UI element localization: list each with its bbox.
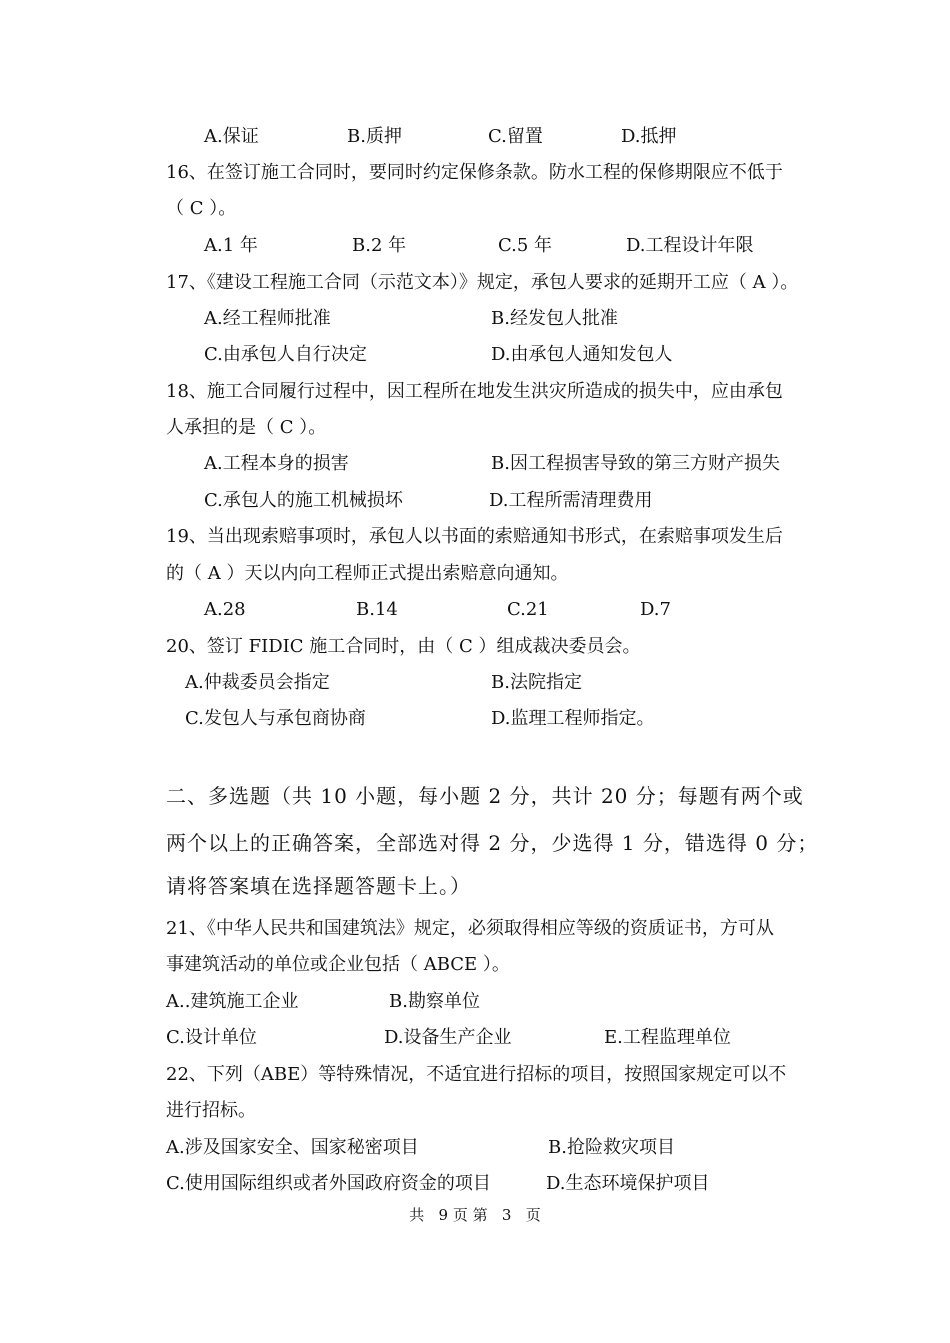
q18-option-d: D.工程所需清理费用	[489, 490, 653, 511]
q20-option-a: A.仲裁委员会指定	[185, 672, 330, 693]
q15-option-b: B.质押	[347, 126, 402, 147]
q21-option-c: C.设计单位	[166, 1027, 257, 1048]
q21-option-b: B.勘察单位	[389, 991, 480, 1012]
q22-option-d: D.生态环境保护项目	[546, 1173, 710, 1194]
q19-stem-line1: 19、当出现索赔事项时，承包人以书面的索赔通知书形式，在索赔事项发生后	[166, 526, 783, 547]
q17-option-a: A.经工程师批准	[204, 308, 331, 329]
q19-stem-line2: 的（ A ）天以内向工程师正式提出索赔意向通知。	[166, 563, 569, 584]
q17-option-d: D.由承包人通知发包人	[491, 344, 673, 365]
q16-option-c: C.5 年	[498, 235, 553, 256]
q20-stem-line1: 20、签订 FIDIC 施工合同时，由（ C ）组成裁决委员会。	[166, 636, 641, 657]
q21-stem-line2: 事建筑活动的单位或企业包括（ ABCE ）。	[166, 954, 510, 975]
q15-option-c: C.留置	[488, 126, 543, 147]
section2-heading-line2: 两个以上的正确答案，全部选对得 2 分，少选得 1 分，错选得 0 分；	[166, 831, 819, 855]
q18-option-a: A.工程本身的损害	[204, 453, 349, 474]
q22-stem-line2: 进行招标。	[166, 1100, 256, 1121]
q19-option-c: C.21	[507, 599, 549, 620]
q18-stem-line2: 人承担的是（ C ）。	[166, 417, 327, 438]
q20-option-c: C.发包人与承包商协商	[185, 708, 366, 729]
q22-option-b: B.抢险救灾项目	[548, 1137, 675, 1158]
q20-option-b: B.法院指定	[491, 672, 582, 693]
q21-option-d: D.设备生产企业	[384, 1027, 512, 1048]
q16-option-a: A.1 年	[204, 235, 258, 256]
q16-option-b: B.2 年	[352, 235, 407, 256]
q17-stem-line1: 17、《建设工程施工合同（示范文本）》规定，承包人要求的延期开工应（ A ）。	[166, 272, 799, 293]
q17-option-b: B.经发包人批准	[491, 308, 618, 329]
q15-option-d: D.抵押	[621, 126, 677, 147]
q18-stem-line1: 18、施工合同履行过程中，因工程所在地发生洪灾所造成的损失中，应由承包	[166, 381, 783, 402]
q18-option-c: C.承包人的施工机械损坏	[204, 490, 403, 511]
q19-option-a: A.28	[204, 599, 246, 620]
q22-option-c: C.使用国际组织或者外国政府资金的项目	[166, 1173, 491, 1194]
section2-heading-line1: 二、多选题（共 10 小题，每小题 2 分，共计 20 分；每题有两个或	[166, 784, 804, 808]
q20-option-d: D.监理工程师指定。	[491, 708, 655, 729]
q19-option-d: D.7	[640, 599, 671, 620]
q16-option-d: D.工程设计年限	[626, 235, 754, 256]
q15-option-a: A.保证	[204, 126, 259, 147]
q21-option-a: A..建筑施工企业	[166, 991, 299, 1012]
q18-option-b: B.因工程损害导致的第三方财产损失	[491, 453, 780, 474]
q21-stem-line1: 21、《中华人民共和国建筑法》规定，必须取得相应等级的资质证书，方可从	[166, 918, 774, 939]
q16-stem-line1: 16、在签订施工合同时，要同时约定保修条款。防水工程的保修期限应不低于	[166, 162, 783, 183]
q21-option-e: E.工程监理单位	[604, 1027, 731, 1048]
q16-stem-line2: （ C ）。	[166, 198, 237, 219]
q22-option-a: A.涉及国家安全、国家秘密项目	[166, 1137, 419, 1158]
q19-option-b: B.14	[356, 599, 398, 620]
page-footer: 共 9 页 第 3 页	[409, 1206, 541, 1224]
q22-stem-line1: 22、下列（ABE）等特殊情况，不适宜进行招标的项目，按照国家规定可以不	[166, 1064, 787, 1085]
section2-heading-line3: 请将答案填在选择题答题卡上。）	[166, 874, 471, 898]
q17-option-c: C.由承包人自行决定	[204, 344, 367, 365]
